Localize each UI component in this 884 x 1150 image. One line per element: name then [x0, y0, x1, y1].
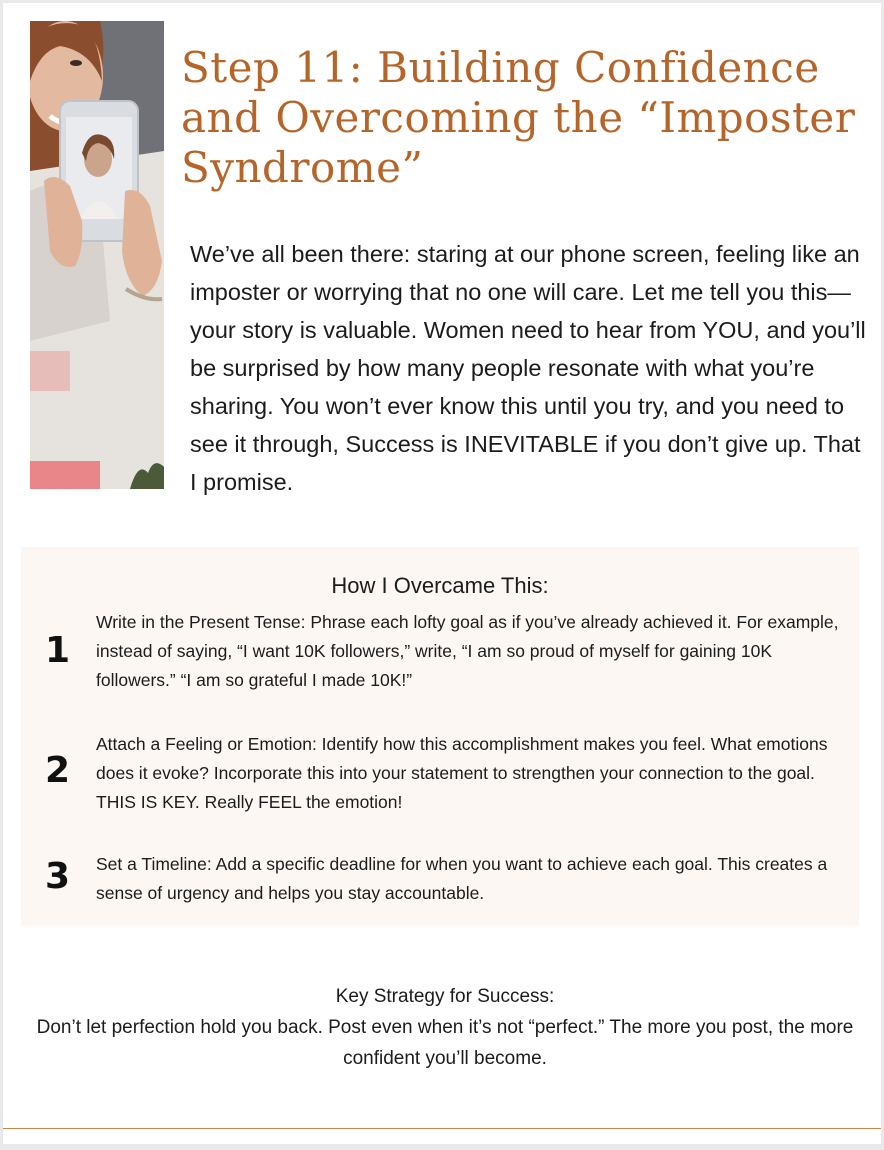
step-number: 1	[45, 630, 71, 671]
footer-divider	[3, 1128, 881, 1129]
key-strategy-heading: Key Strategy for Success:	[335, 986, 555, 1007]
step-number: 3	[45, 856, 71, 897]
key-strategy-section	[33, 981, 857, 1074]
step-text: Write in the Present Tense: Phrase each lofty goal as if you’ve already achieved it. For example, instead of saying, “I want 10K followers,” write, “I am so proud of myself for gaining 10K followers.” “I am so grateful I made 10K!”	[96, 612, 839, 690]
intro-paragraph: We’ve all been there: staring at our phone screen, feeling like an imposter or worrying that no one will care. Let me tell you this—your story is valuable. Women need to hear from YOU, and you’ll be surprised by how many people resonate with what you’re sharing. You won’t ever know this until you try, and you need to see it through, Success is INEVITABLE if you don’t give up. That I promise.	[190, 241, 866, 495]
document-page	[3, 3, 881, 1144]
step-text: Set a Timeline: Add a specific deadline for when you want to achieve each goal. This creates a sense of urgency and helps you stay accountable.	[96, 854, 828, 903]
key-strategy-text: Don’t let perfection hold you back. Post even when it’s not “perfect.” The more you post, the more confident you’ll become.	[36, 1017, 854, 1069]
step-text: Attach a Feeling or Emotion: Identify how this accomplishment makes you feel. What emotions does it evoke? Incorporate this into your statement to strengthen your connection to the goal. THIS IS KEY. Really FEEL the emotion!	[96, 734, 828, 812]
page-title: Step 11: Building Confidence and Overcoming the “Imposter Syndrome”	[181, 43, 856, 192]
steps-heading: How I Overcame This:	[331, 573, 549, 598]
woman-holding-phone-selfie-photo-icon	[30, 21, 164, 489]
step-number: 2	[45, 750, 71, 791]
steps-box	[21, 547, 859, 926]
woman-with-phone-photo	[30, 21, 164, 489]
